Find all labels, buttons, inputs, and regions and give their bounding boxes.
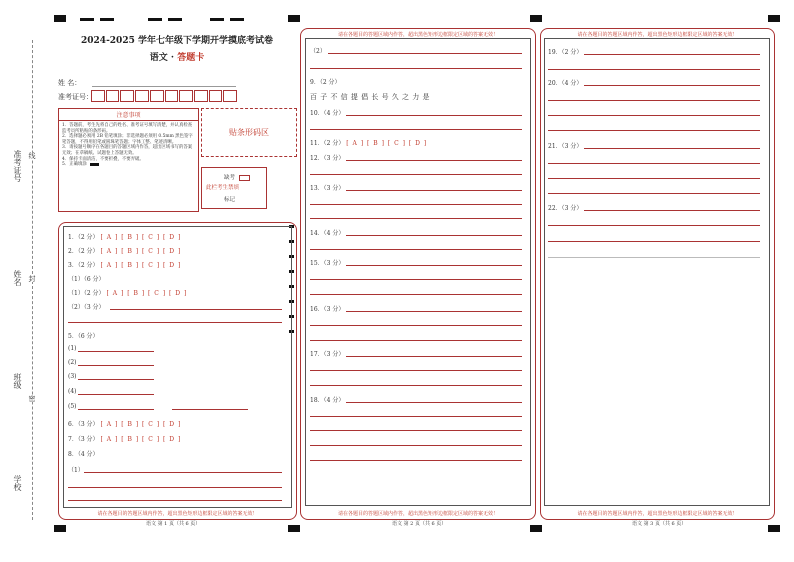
q22-label: 22．（3 分） bbox=[548, 205, 583, 212]
absent-box bbox=[201, 167, 267, 209]
side-label-name: 姓名 bbox=[13, 270, 22, 286]
barcode-label: 贴条形码区 bbox=[229, 128, 269, 137]
q9-label: 9．（2 分） bbox=[310, 79, 341, 86]
q3-options[interactable]: [ A ] [ B ] [ C ] [ D ] bbox=[100, 262, 182, 269]
registration-mark bbox=[148, 18, 162, 21]
q5-part: (1) bbox=[68, 345, 77, 352]
notice-item: 3．请按题号顺序在各题目的答题区域内作答，超出区域书写的答案无效；在草稿纸、试题卷上答题无效。 bbox=[62, 145, 193, 156]
exam-title: 2024-2025 学年七年级下学期开学摸底考试卷 bbox=[81, 36, 273, 46]
q20-label: 20．（4 分） bbox=[548, 80, 583, 87]
answer-line[interactable] bbox=[78, 379, 154, 380]
answer-line[interactable] bbox=[548, 130, 760, 131]
registration-mark bbox=[54, 15, 66, 22]
answer-line[interactable] bbox=[584, 210, 760, 211]
registration-mark bbox=[530, 525, 542, 532]
q9-text: 百 子 不 信 提 倡 长 号 久 之 力 是 bbox=[310, 93, 430, 101]
q3-label: 3．（2 分） [ A ] [ B ] [ C ] [ D ] bbox=[68, 262, 182, 269]
answer-line[interactable] bbox=[310, 204, 522, 205]
q5-part: (3) bbox=[68, 373, 77, 380]
answer-line[interactable] bbox=[68, 487, 282, 488]
registration-mark bbox=[230, 18, 244, 21]
notice-item: 4．保持卡面清洁，不要折叠，不要弄破。 bbox=[62, 156, 144, 162]
side-divider-line: 线 bbox=[28, 152, 36, 159]
subtitle-answer-sheet: 答题卡 bbox=[177, 53, 205, 63]
answer-line[interactable] bbox=[346, 235, 522, 236]
answer-line[interactable] bbox=[346, 115, 522, 116]
q8-label: 8．（4 分） bbox=[68, 451, 99, 458]
answer-line[interactable] bbox=[68, 322, 282, 323]
answer-line[interactable] bbox=[346, 311, 522, 312]
subtitle-subject: 语文 · bbox=[149, 53, 178, 63]
answer-line[interactable] bbox=[548, 115, 760, 116]
answer-line[interactable] bbox=[310, 370, 522, 371]
answer-line[interactable] bbox=[310, 416, 522, 417]
answer-frame-header: 请在各题目的答题区域内作答，超出黑色矩形边框限定区域的答案无效！ bbox=[577, 32, 738, 38]
answer-line[interactable] bbox=[78, 409, 154, 410]
page-footer-3: 语文 第 3 页（共 6 页） bbox=[632, 521, 687, 527]
answer-line[interactable] bbox=[346, 356, 522, 357]
side-label-class: 班级 bbox=[13, 373, 22, 389]
q4-part1-label: （1）（6 分） bbox=[68, 276, 105, 283]
answer-line[interactable] bbox=[310, 325, 522, 326]
answer-line[interactable] bbox=[548, 163, 760, 164]
answer-line[interactable] bbox=[548, 193, 760, 194]
answer-line[interactable] bbox=[548, 225, 760, 226]
answer-line[interactable] bbox=[310, 68, 522, 69]
answer-line[interactable] bbox=[68, 500, 282, 501]
side-divider-seal: 封 bbox=[28, 275, 36, 282]
registration-mark bbox=[768, 525, 780, 532]
answer-line[interactable] bbox=[310, 174, 522, 175]
answer-line[interactable] bbox=[78, 365, 154, 366]
q19-label: 19．（2 分） bbox=[548, 49, 583, 56]
q11-label: 11．（2 分） [ A ] [ B ] [ C ] [ D ] bbox=[310, 140, 428, 147]
notice-box bbox=[58, 108, 199, 212]
q5-part: (5) bbox=[68, 403, 77, 410]
q5-part: (2) bbox=[68, 359, 77, 366]
q12-label: 12．（3 分） bbox=[310, 155, 345, 162]
notice-item: 1．答题前，考生先将自己的姓名、准考证号填写清楚，并认真检查监考员所粘贴的条形码。 bbox=[62, 123, 193, 134]
answer-line[interactable] bbox=[310, 445, 522, 446]
answer-line[interactable] bbox=[172, 409, 248, 410]
name-field[interactable] bbox=[92, 86, 236, 87]
exam-subtitle bbox=[60, 50, 294, 63]
answer-line[interactable] bbox=[346, 265, 522, 266]
notice-item: 5．正确填涂 bbox=[62, 162, 87, 168]
answer-line[interactable] bbox=[310, 340, 522, 341]
answer-area-col3 bbox=[544, 38, 770, 506]
side-divider-secret: 密 bbox=[28, 395, 36, 402]
registration-mark bbox=[168, 18, 182, 21]
answer-line[interactable] bbox=[584, 85, 760, 86]
registration-mark bbox=[768, 15, 780, 22]
answer-line[interactable] bbox=[584, 54, 760, 55]
registration-mark bbox=[288, 15, 300, 22]
answer-line[interactable] bbox=[310, 218, 522, 219]
answer-line[interactable] bbox=[310, 249, 522, 250]
q16-label: 16．（3 分） bbox=[310, 306, 345, 313]
page-footer-2: 语文 第 2 页（共 6 页） bbox=[392, 521, 447, 527]
answer-frame-footer: 请在各题目的答题区域内作答，超出黑色矩形边框限定区域的答案无效！ bbox=[337, 511, 498, 517]
q4-part2-label: （1）（2 分） [ A ] [ B ] [ C ] [ D ] bbox=[68, 290, 188, 297]
answer-line[interactable] bbox=[548, 100, 760, 101]
filled-mark-sample bbox=[90, 163, 99, 166]
answer-line[interactable] bbox=[548, 241, 760, 242]
side-label-school: 学校 bbox=[13, 475, 22, 491]
name-label: 姓 名： bbox=[58, 79, 82, 87]
registration-mark bbox=[100, 18, 114, 21]
answer-line[interactable] bbox=[310, 129, 522, 130]
registration-mark bbox=[54, 525, 66, 532]
answer-line[interactable] bbox=[310, 460, 522, 461]
barcode-area bbox=[201, 108, 297, 157]
q21-label: 21．（3 分） bbox=[548, 143, 583, 150]
q4-part2-options[interactable]: [ A ] [ B ] [ C ] [ D ] bbox=[106, 290, 188, 297]
page-footer-1: 语文 第 1 页（共 6 页） bbox=[146, 521, 201, 527]
q13-label: 13．（3 分） bbox=[310, 185, 345, 192]
q4-part3-label: （2）（3 分） bbox=[68, 304, 105, 311]
q2-label: 2．（2 分） [ A ] [ B ] [ C ] [ D ] bbox=[68, 248, 182, 255]
mark-label: 标记 bbox=[224, 197, 236, 203]
q-continued-label: （2） bbox=[310, 48, 326, 55]
q1-label: 1．（2 分） [ A ] [ B ] [ C ] [ D ] bbox=[68, 234, 182, 241]
q1-options[interactable]: [ A ] [ B ] [ C ] [ D ] bbox=[100, 234, 182, 241]
exam-no-boxes[interactable] bbox=[91, 90, 237, 102]
absent-note: 此栏考生禁填 bbox=[206, 185, 240, 191]
side-label-exam-no: 准考证号 bbox=[13, 150, 22, 182]
q17-label: 17．（3 分） bbox=[310, 351, 345, 358]
q18-label: 18．（4 分） bbox=[310, 397, 345, 404]
q14-label: 14．（4 分） bbox=[310, 230, 345, 237]
answer-line[interactable] bbox=[548, 178, 760, 179]
q6-label: 6．（3 分） [ A ] [ B ] [ C ] [ D ] bbox=[68, 421, 182, 428]
answer-line[interactable] bbox=[548, 69, 760, 70]
answer-line[interactable] bbox=[328, 53, 522, 54]
answer-line[interactable] bbox=[310, 385, 522, 386]
q7-label: 7．（3 分） [ A ] [ B ] [ C ] [ D ] bbox=[68, 436, 182, 443]
registration-mark bbox=[210, 18, 224, 21]
registration-mark bbox=[530, 15, 542, 22]
absent-label: 缺考 bbox=[224, 175, 236, 181]
answer-line[interactable] bbox=[346, 402, 522, 403]
answer-line[interactable] bbox=[110, 309, 282, 310]
q10-label: 10．（4 分） bbox=[310, 110, 345, 117]
answer-frame-header: 请在各题目的答题区域内作答，超出黑色矩形边框限定区域的答案无效！ bbox=[337, 32, 498, 38]
answer-line[interactable] bbox=[584, 148, 760, 149]
registration-mark bbox=[80, 18, 94, 21]
q11-options[interactable]: [ A ] [ B ] [ C ] [ D ] bbox=[346, 140, 428, 147]
answer-line[interactable] bbox=[346, 190, 522, 191]
answer-line[interactable] bbox=[84, 472, 282, 473]
q7-options[interactable]: [ A ] [ B ] [ C ] [ D ] bbox=[100, 436, 182, 443]
q8-part1-label: （1） bbox=[68, 467, 84, 474]
answer-line[interactable] bbox=[310, 279, 522, 280]
q5-part: (4) bbox=[68, 388, 77, 395]
answer-line[interactable] bbox=[548, 257, 760, 258]
notice-title: 注意事项 bbox=[59, 109, 198, 121]
absent-checkbox[interactable] bbox=[239, 175, 250, 181]
notice-item: 2．选择题必须用 2B 铅笔填涂；非选择题必须用 0.5mm 黑色签字笔答题，不得用铅笔或圆珠笔答题；字体工整、笔迹清晰。 bbox=[62, 134, 193, 145]
answer-frame-footer: 请在各题目的答题区域内作答，超出黑色矩形边框限定区域的答案无效！ bbox=[97, 511, 258, 517]
answer-line[interactable] bbox=[78, 351, 154, 352]
q5-label: 5．（6 分） bbox=[68, 333, 99, 340]
q15-label: 15．（3 分） bbox=[310, 260, 345, 267]
answer-line[interactable] bbox=[310, 430, 522, 431]
answer-frame-footer: 请在各题目的答题区域内作答，超出黑色矩形边框限定区域的答案无效！ bbox=[577, 511, 738, 517]
answer-line[interactable] bbox=[310, 294, 522, 295]
answer-line[interactable] bbox=[346, 160, 522, 161]
exam-no-label: 准考证号： bbox=[58, 93, 93, 101]
q2-options[interactable]: [ A ] [ B ] [ C ] [ D ] bbox=[100, 248, 182, 255]
q6-options[interactable]: [ A ] [ B ] [ C ] [ D ] bbox=[100, 421, 182, 428]
answer-line[interactable] bbox=[78, 394, 154, 395]
registration-mark bbox=[288, 525, 300, 532]
